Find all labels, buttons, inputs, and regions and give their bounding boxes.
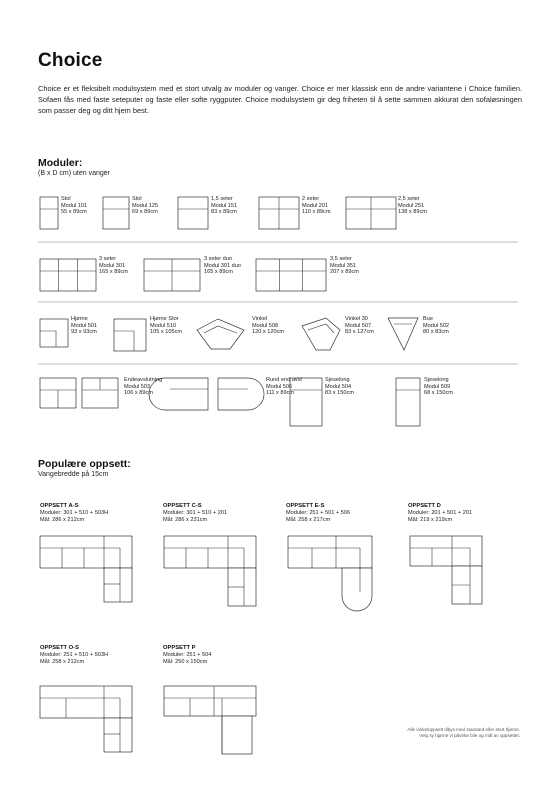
module-125-drawing bbox=[103, 197, 129, 229]
setups-subheading: Vangebredde på 15cm bbox=[38, 471, 109, 478]
module-351-label: 3,5 seter Modul 351 207 x 89cm bbox=[330, 256, 359, 276]
page-title: Choice bbox=[38, 50, 103, 71]
setup-p-drawing bbox=[164, 686, 256, 754]
module-251-label: 2,5 seter Modul 251 138 x 89cm bbox=[398, 196, 427, 216]
module-301-label: 3 seter Modul 301 165 x 89cm bbox=[99, 256, 128, 276]
module-506-label: Rund end.avsl Modul 506 111 x 89cm bbox=[266, 377, 302, 397]
module-101-label: Stol Modul 101 55 x 89cm bbox=[61, 196, 88, 216]
module-509-drawing bbox=[396, 378, 420, 426]
module-151-drawing bbox=[178, 197, 208, 229]
module-510-label: Hjørne Stor Modul 510 105 x 105cm bbox=[150, 316, 183, 336]
module-508-label: Vinkel Modul 508 120 x 120cm bbox=[252, 316, 285, 336]
module-506-drawing bbox=[149, 378, 264, 410]
setup-a-s-label: OPPSETT A-S Moduler: 301 + 510 + 503H Mål: 286 x 212cm bbox=[40, 503, 109, 523]
module-501-label: Hjørne Modul 501 93 x 93cm bbox=[71, 316, 98, 336]
module-507-drawing bbox=[302, 318, 340, 350]
modules-heading: Moduler: bbox=[38, 157, 83, 169]
module-201-label: 2 seter Modul 201 110 x 89cm bbox=[302, 196, 331, 216]
setup-d-label: OPPSETT D Moduler: 201 + 501 + 201 Mål: 219 x 219cm bbox=[408, 503, 473, 523]
setup-p-label: OPPSETT P Moduler: 251 + 504 Mål: 250 x 150cm bbox=[163, 645, 212, 665]
intro-text: Choice er et fleksibelt modulsystem med et stort utvalg av moduler og vanger. Choice er mer klassisk enn de andre variantene i Choice familien. Sofaen fås med faste seteputer og faste eller softe ryggputer. Choice modulsystem gir deg friheten til å sette sammen akkurat den sofaløsningen som passer deg og ditt hjem best. bbox=[38, 84, 522, 115]
module-125-label: Stol Modul 125 69 x 89cm bbox=[132, 196, 159, 216]
module-351-drawing bbox=[256, 259, 326, 291]
setup-e-s-drawing bbox=[288, 536, 372, 611]
module-504-label: Sjeselong Modul 504 83 x 150cm bbox=[325, 377, 354, 397]
module-301-duo-drawing bbox=[144, 259, 200, 291]
module-301-duo-label: 3 seter duo Modul 301 duo 165 x 89cm bbox=[204, 256, 242, 276]
setup-o-s-drawing bbox=[40, 686, 132, 752]
module-507-label: Vinkel 30 Modul 507 83 x 127cm bbox=[345, 316, 374, 336]
setups-heading: Populære oppsett: bbox=[38, 458, 131, 470]
setup-c-s-drawing bbox=[164, 536, 256, 606]
module-301-drawing bbox=[40, 259, 96, 291]
module-510-drawing bbox=[114, 319, 146, 351]
module-502-drawing bbox=[388, 318, 418, 350]
setup-d-drawing bbox=[410, 536, 482, 604]
module-508-drawing bbox=[197, 319, 244, 349]
setup-e-s-label: OPPSETT E-S Moduler: 251 + 501 + 506 Mål: 258 x 217cm bbox=[286, 503, 351, 523]
module-151-label: 1,5 seter Modul 151 83 x 89cm bbox=[211, 196, 238, 216]
setup-o-s-label: OPPSETT O-S Moduler: 251 + 510 + 503H Mål: 258 x 212cm bbox=[40, 645, 109, 665]
module-201-drawing bbox=[259, 197, 299, 229]
setup-c-s-label: OPPSETT C-S Moduler: 301 + 510 + 201 Mål: 286 x 231cm bbox=[163, 503, 228, 523]
module-503-drawing bbox=[40, 378, 118, 408]
module-251-drawing bbox=[346, 197, 396, 229]
footnote: Alle vinkeloppsett tilbys med standard eller stort hjørne. Velg sy hjørne vi påvirke bile og mål av oppsettet. bbox=[407, 727, 520, 738]
module-501-drawing bbox=[40, 319, 68, 347]
module-502-label: Bue Modul 502 80 x 83cm bbox=[423, 316, 450, 336]
module-509-label: Sjeselong Modul 509 68 x 150cm bbox=[424, 377, 453, 397]
module-101-drawing bbox=[40, 197, 58, 229]
modules-subheading: (B x D cm) uten vanger bbox=[38, 170, 110, 177]
setup-a-s-drawing bbox=[40, 536, 132, 602]
module-503-label: Endeavslutning Modul 503 106 x 89cm bbox=[124, 377, 163, 397]
